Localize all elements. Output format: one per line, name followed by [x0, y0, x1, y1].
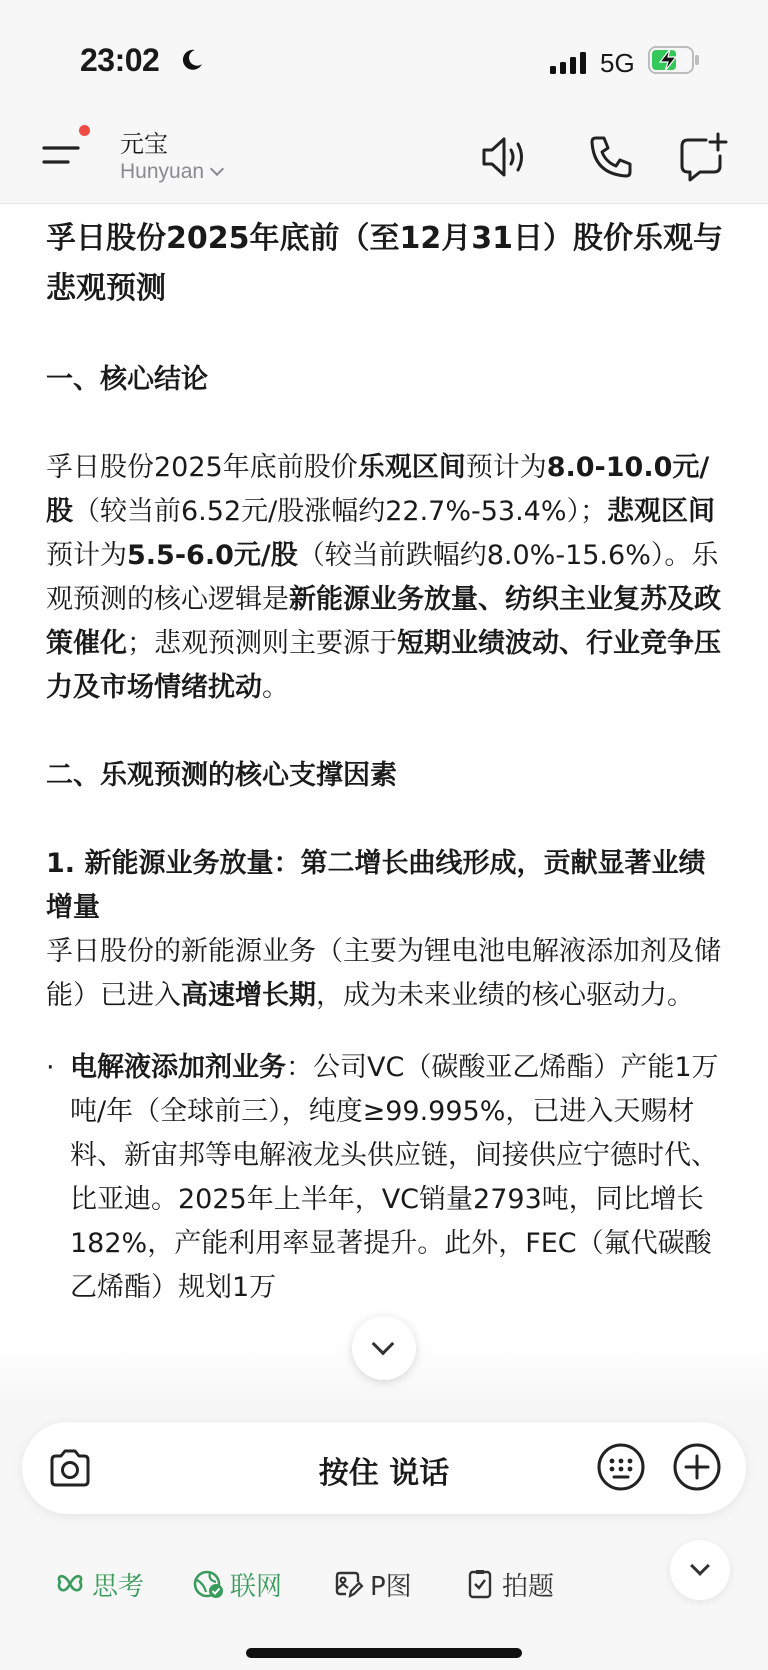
status-bar — [0, 0, 768, 112]
tool-think[interactable] — [54, 1556, 144, 1612]
chevron-down-icon — [210, 162, 224, 176]
collapse-tools-button[interactable] — [670, 1540, 730, 1600]
section-heading-conclusion: 一、核心结论 — [46, 364, 208, 395]
photo-question-icon — [464, 1568, 496, 1600]
plus-icon[interactable] — [672, 1442, 722, 1492]
app-header — [0, 112, 768, 204]
bullet-item — [46, 1046, 726, 1310]
tool-web-label: 联网 — [230, 1571, 283, 1602]
bottom-input-area — [0, 1400, 768, 1670]
scroll-down-button[interactable] — [352, 1316, 416, 1380]
bullet-text: 电解液添加剂业务：公司VC（碳酸亚乙烯酯）产能1万吨/年（全球前三），纯度≥99.995%，已进入天赐材料、新宙邦等电解液龙头供应链，间接供应宁德时代、比亚迪。2025年上半年，VC销量2793吨，同比增长182%，产能利用率显著提升。此外，FEC（氟代碳酸乙烯酯）规划1万 — [70, 1052, 719, 1303]
model-selector[interactable] — [120, 160, 222, 184]
home-indicator — [246, 1648, 522, 1658]
moon-icon — [180, 48, 204, 72]
section-heading-optimistic: 二、乐观预测的核心支撑因素 — [46, 760, 397, 791]
new-chat-icon[interactable] — [676, 130, 730, 184]
image-edit-icon — [332, 1568, 364, 1600]
tool-bar — [0, 1556, 768, 1612]
tool-photo-question[interactable] — [464, 1556, 554, 1612]
chevron-down-icon — [372, 1333, 395, 1356]
conclusion-paragraph: 孚日股份2025年底前股价乐观区间预计为8.0-10.0元/股（较当前6.52元/股涨幅约22.7%-53.4%）；悲观区间预计为5.5-6.0元/股（较当前跌幅约8.0%-15.6%）。乐观预测的核心逻辑是新能源业务放量、纺织主业复苏及政策催化；悲观预测则主要源于短期业绩波动、行业竞争压力及市场情绪扰动。 — [46, 452, 721, 703]
subsection-heading: 1. 新能源业务放量：第二增长曲线形成，贡献显著业绩增量 — [46, 848, 706, 923]
subsection-paragraph: 孚日股份的新能源业务（主要为锂电池电解液添加剂及储能）已进入高速增长期，成为未来业绩的核心驱动力。 — [46, 936, 721, 1011]
notification-dot — [79, 125, 90, 136]
tool-image-edit[interactable] — [332, 1556, 412, 1612]
network-label: 5G — [600, 48, 635, 78]
keyboard-icon[interactable] — [596, 1442, 646, 1492]
menu-icon[interactable] — [40, 132, 90, 182]
app-name: 元宝 — [120, 130, 168, 158]
tool-think-label: 思考 — [92, 1571, 145, 1602]
article-title: 孚日股份2025年底前（至12月31日）股价乐观与悲观预测 — [46, 221, 723, 306]
think-icon — [54, 1568, 86, 1600]
speaker-icon[interactable] — [478, 130, 532, 184]
tool-web[interactable] — [192, 1556, 282, 1612]
input-bar — [22, 1422, 746, 1514]
status-time: 23:02 — [80, 42, 160, 78]
globe-icon — [192, 1568, 224, 1600]
phone-icon[interactable] — [584, 130, 638, 184]
tool-photo-label: 拍题 — [502, 1571, 555, 1602]
hold-to-talk-button[interactable]: 按住 说话 — [318, 1456, 450, 1491]
tool-pimg-label: P图 — [370, 1571, 412, 1602]
bullet-dot: · — [46, 1052, 55, 1083]
chat-response — [46, 204, 726, 1400]
chevron-down-icon — [690, 1556, 710, 1576]
signal-icon — [550, 52, 586, 74]
model-name: Hunyuan — [120, 160, 205, 183]
battery-icon — [648, 46, 700, 74]
